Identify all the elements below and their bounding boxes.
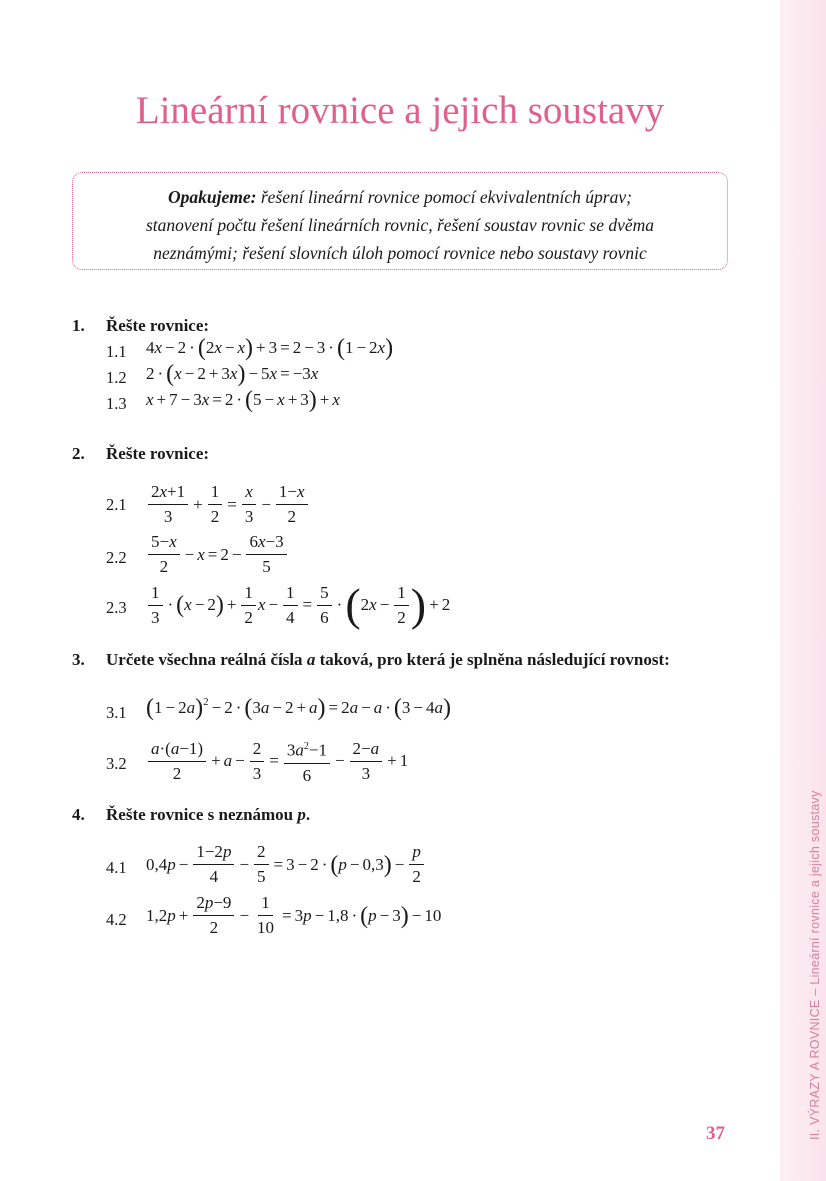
equation-1-3: x + 7 − 3x = 2 · ( 5 − x + 3 ) + x [146, 387, 340, 413]
review-box [72, 172, 728, 270]
section-text-tail: . [305, 805, 311, 824]
review-line-2: stanovení počtu řešení lineárních rovnic, řešení soustav rovnic se dvěma [145, 215, 655, 235]
section-text: Řešte rovnice s neznámou [106, 805, 298, 824]
item-label: 3.1 [106, 703, 127, 722]
item-label: 4.1 [106, 858, 127, 877]
section-number: 4. [72, 805, 85, 824]
section-2-heading [72, 444, 209, 464]
review-lead: Opakujeme: [168, 187, 257, 207]
equation-2-1: $\frac{2x+1}{3}$ + $\frac{1}{2}$ = $\frac{x}{3}$ − $\frac{1-x}{2}$ [146, 482, 310, 527]
item-label: 2.2 [106, 548, 127, 567]
review-line-1: řešení lineární rovnice pomocí ekvivalentních úprav; [260, 187, 632, 207]
page-title: Lineární rovnice a jejich soustavy [135, 89, 665, 132]
section-variable: p [297, 805, 306, 824]
equation-1-2: 2 · ( x − 2 + 3x ) − 5x = −3x [146, 361, 319, 387]
review-line-3: neznámými; řešení slovních úloh pomocí rovnice nebo soustavy rovnic [153, 243, 647, 263]
section-variable: a [306, 650, 316, 669]
equation-1-1: 4x − 2 · ( 2x − x ) + 3 = 2 − 3 · ( 1 − 2x ) [146, 335, 394, 361]
item-label: 2.3 [106, 598, 127, 617]
section-number: 3. [72, 650, 85, 669]
item-label: 4.2 [106, 910, 127, 929]
equation-3-2: $\frac{a\cdot(a-1)}{2}$ + a − $\frac{2}{3}$ = $\frac{3a^2-1}{6}$ − $\frac{2-a}{3}$ + 1 [146, 737, 408, 786]
section-text: Řešte rovnice: [106, 316, 210, 335]
item-label: 1.3 [106, 394, 127, 413]
item-label: 1.1 [106, 342, 127, 361]
section-3-heading [72, 650, 670, 670]
chapter-side-label: II. VÝRAZY A ROVNICE – Lineární rovnice a jejich soustavy [808, 790, 822, 1140]
equation-4-2: 1,2p + $\frac{2p-9}{2}$ − $\frac{1}{10}$ = 3p − 1,8 · ( p − 3 ) − 10 [146, 893, 442, 937]
section-text: Řešte rovnice: [106, 444, 210, 463]
item-label: 3.2 [106, 754, 127, 773]
section-1-heading [72, 316, 209, 336]
section-4-heading [72, 805, 310, 825]
section-text: Určete všechna reálná čísla [106, 650, 307, 669]
item-label: 1.2 [106, 368, 127, 387]
equation-2-2: $\frac{5-x}{2}$ − x = 2 − $\frac{6x-3}{5}$ [146, 532, 289, 577]
equation-2-3: $\frac{1}{3}$ · ( x − 2 ) + $\frac{1}{2}$ x − $\frac{1}{4}$ = $\frac{5}{6}$ · ( 2x − $\frac{1}{2}$ ) + 2 [146, 582, 450, 628]
section-text-tail: taková, pro která je splněna následující rovnost: [315, 650, 670, 669]
item-label: 2.1 [106, 495, 127, 514]
page-number: 37 [706, 1123, 725, 1144]
equation-4-1: 0,4p − $\frac{1-2p}{4}$ − $\frac{2}{5}$ = 3 − 2 · ( p − 0,3 ) − $\frac{p}{2}$ [146, 842, 426, 887]
section-number: 1. [72, 316, 85, 335]
section-number: 2. [72, 444, 85, 463]
equation-3-1: ( 1 − 2a ) $^2$ − 2 · ( 3a − 2 + a ) = 2a − a · ( 3 − 4a ) [146, 695, 451, 721]
